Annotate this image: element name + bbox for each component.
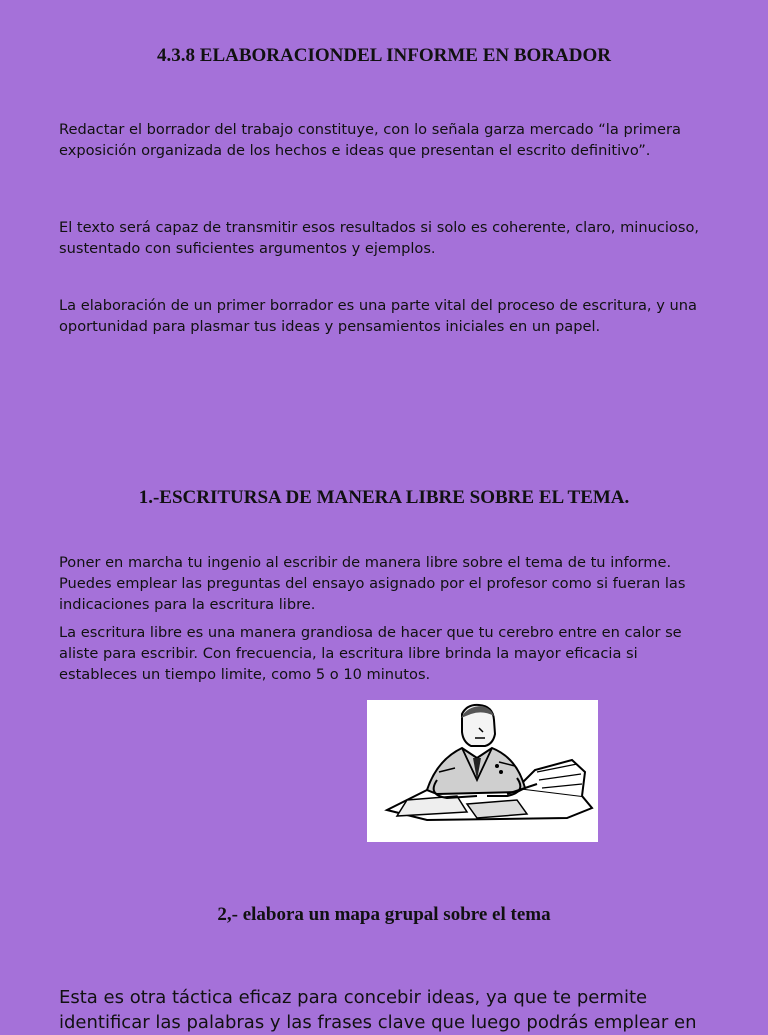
paragraph-tactica-eficaz: Esta es otra táctica eficaz para concebir ideas, ya que te permite identificar las palabras y las frases clave que luego podrás emplear en	[59, 987, 697, 1033]
paragraph-texto-coherente: El texto será capaz de transmitir esos resultados si solo es coherente, claro, minucioso, sustentado con suficientes argumentos y ejemplos.	[59, 219, 700, 257]
section-heading-mapa-grupal: 2,- elabora un mapa grupal sobre el tema	[217, 904, 551, 925]
paragraph-borrador-definition: Redactar el borrador del trabajo constituye, con lo señala garza mercado “la primera exposición organizada de los hechos e ideas que presentan el escrito definitivo”.	[59, 121, 681, 159]
paragraph-ingenio: Poner en marcha tu ingenio al escribir de manera libre sobre el tema de tu informe. Puedes emplear las preguntas del ensayo asignado por el profesor como si fueran las indicaciones para la escritura libre.	[59, 554, 686, 613]
paragraph-elaboracion-primer-borrador: La elaboración de un primer borrador es una parte vital del proceso de escritura, y una oportunidad para plasmar tus ideas y pensamientos iniciales en un papel.	[59, 297, 697, 335]
paragraph-escritura-libre: La escritura libre es una manera grandiosa de hacer que tu cerebro entre en calor se aliste para escribir. Con frecuencia, la escritura libre brinda la mayor eficacia si estableces un tiempo limite, como 5 o 10 minutos.	[59, 624, 682, 683]
writer-illustration	[367, 700, 598, 842]
section-heading-escritura-libre: 1.-ESCRITURSA DE MANERA LIBRE SOBRE EL TEMA.	[138, 487, 630, 508]
section-heading-4-3-8: 4.3.8 ELABORACIONDEL INFORME EN BORADOR	[157, 45, 611, 66]
